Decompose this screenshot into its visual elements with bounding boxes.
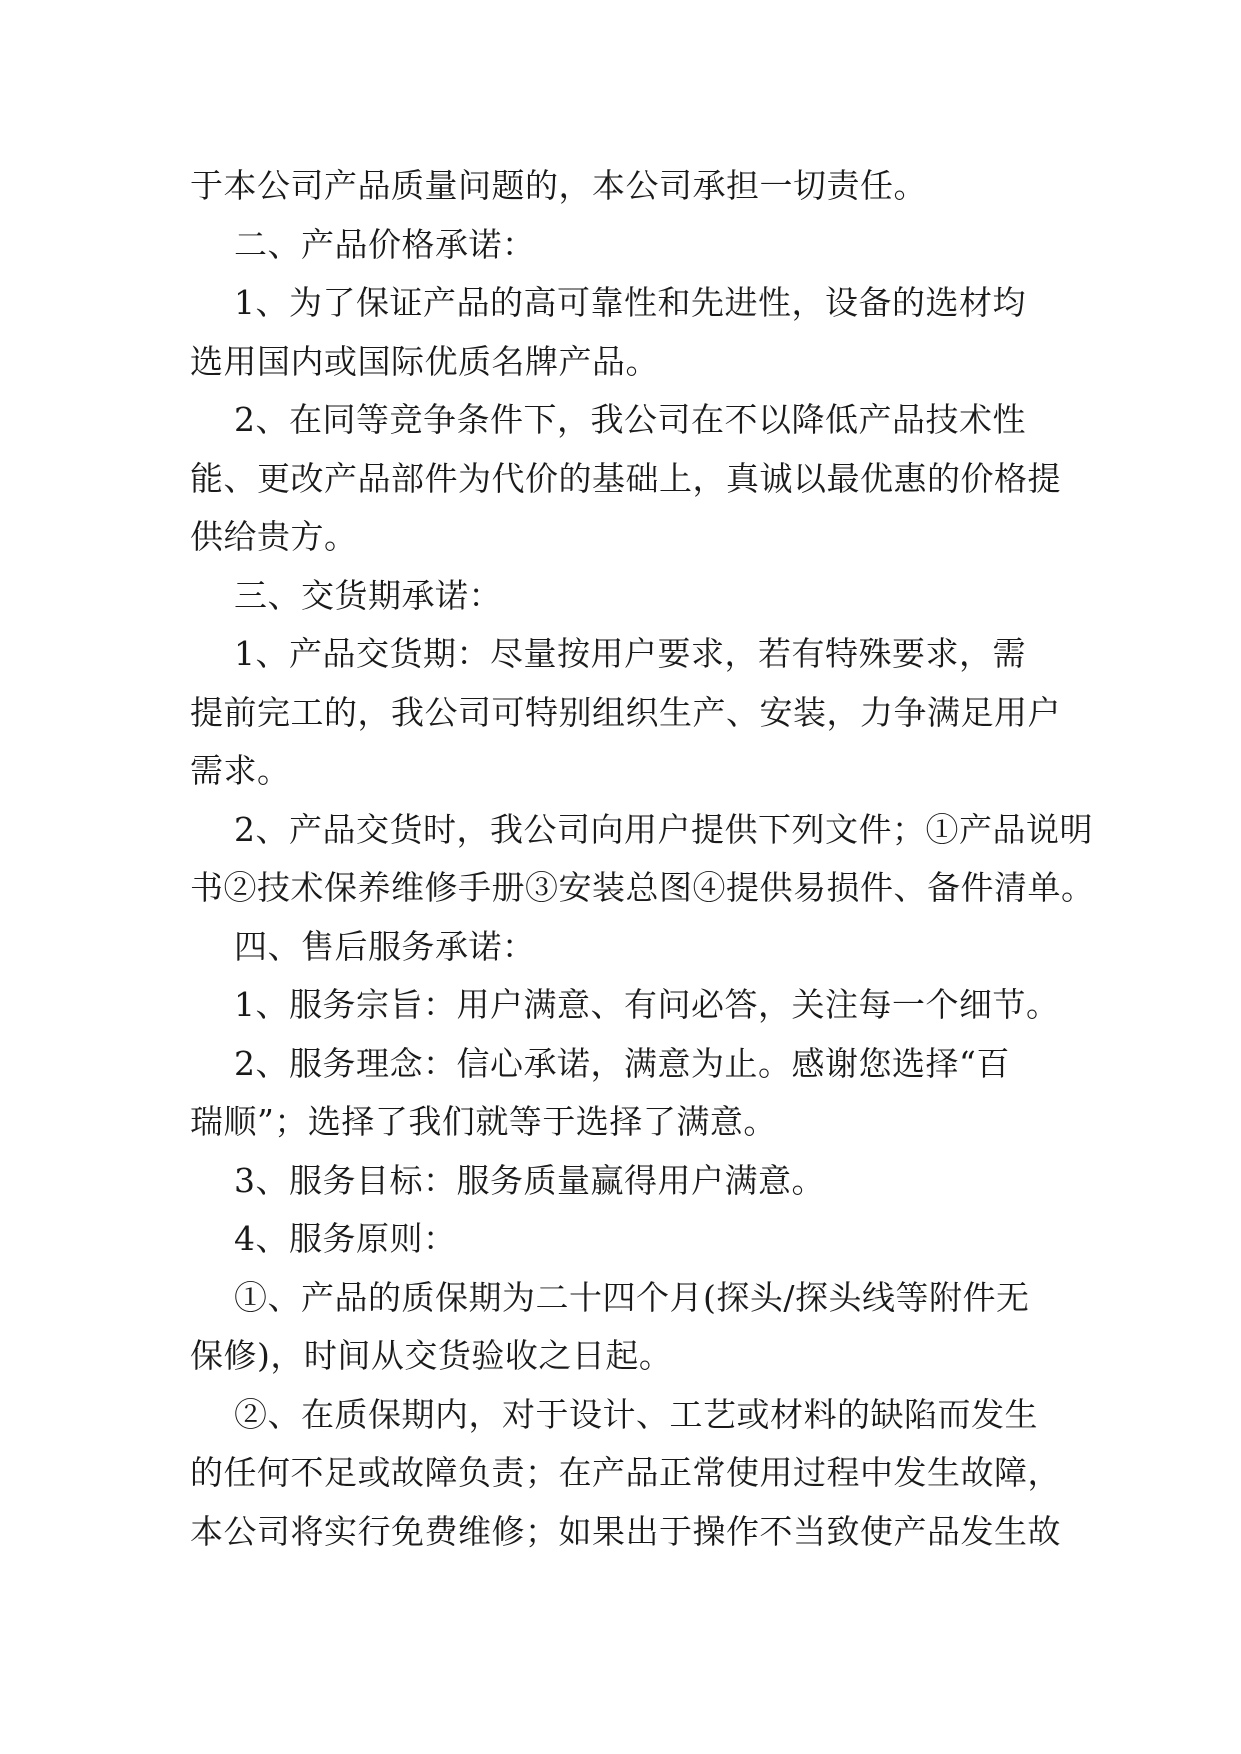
section-heading-delivery: 三、交货期承诺： [190,575,502,615]
text-line: 1、为了保证产品的高可靠性和先进性，设备的选材均 [190,283,1026,322]
text-line: 1、服务宗旨：用户满意、有问必答，关注每一个细节。 [190,985,1060,1024]
text-line: 选用国内或国际优质名牌产品。 [190,341,659,381]
text-line: 能、更改产品部件为代价的基础上，真诚以最优惠的价格提 [190,458,1061,498]
text-line: 供给贵方。 [190,517,358,556]
text-line: 1、产品交货期：尽量按用户要求，若有特殊要求，需 [190,634,1026,673]
text-line: 3、服务目标：服务质量赢得用户满意。 [190,1160,825,1200]
text-line: 需求。 [190,751,291,790]
document-body [190,157,1095,1561]
text-line: 2、在同等竞争条件下，我公司在不以降低产品技术性 [190,400,1026,439]
text-line: 保修)，时间从交货验收之日起。 [190,1336,673,1375]
text-line: 2、服务理念：信心承诺，满意为止。感谢您选择“百 [190,1043,1010,1083]
text-line: 本公司将实行免费维修；如果出于操作不当致使产品发生故 [190,1511,1061,1551]
text-line: 书②技术保养维修手册③安装总图④提供易损件、备件清单。 [190,868,1095,907]
section-heading-after-sales: 四、售后服务承诺： [190,926,536,966]
section-heading-price: 二、产品价格承诺： [190,224,536,264]
text-line: ①、产品的质保期为二十四个月(探头/探头线等附件无 [190,1277,1030,1317]
text-line: 于本公司产品质量问题的，本公司承担一切责任。 [190,166,927,205]
text-line: 的任何不足或故障负责；在产品正常使用过程中发生故障， [190,1453,1061,1492]
text-line: 4、服务原则： [190,1219,457,1258]
text-line: ②、在质保期内，对于设计、工艺或材料的缺陷而发生 [190,1394,1038,1434]
text-line: 2、产品交货时，我公司向用户提供下列文件；①产品说明 [190,809,1093,849]
text-line: 提前完工的，我公司可特别组织生产、安装，力争满足用户 [190,692,1061,732]
text-line: 瑞顺”；选择了我们就等于选择了满意。 [190,1102,777,1141]
